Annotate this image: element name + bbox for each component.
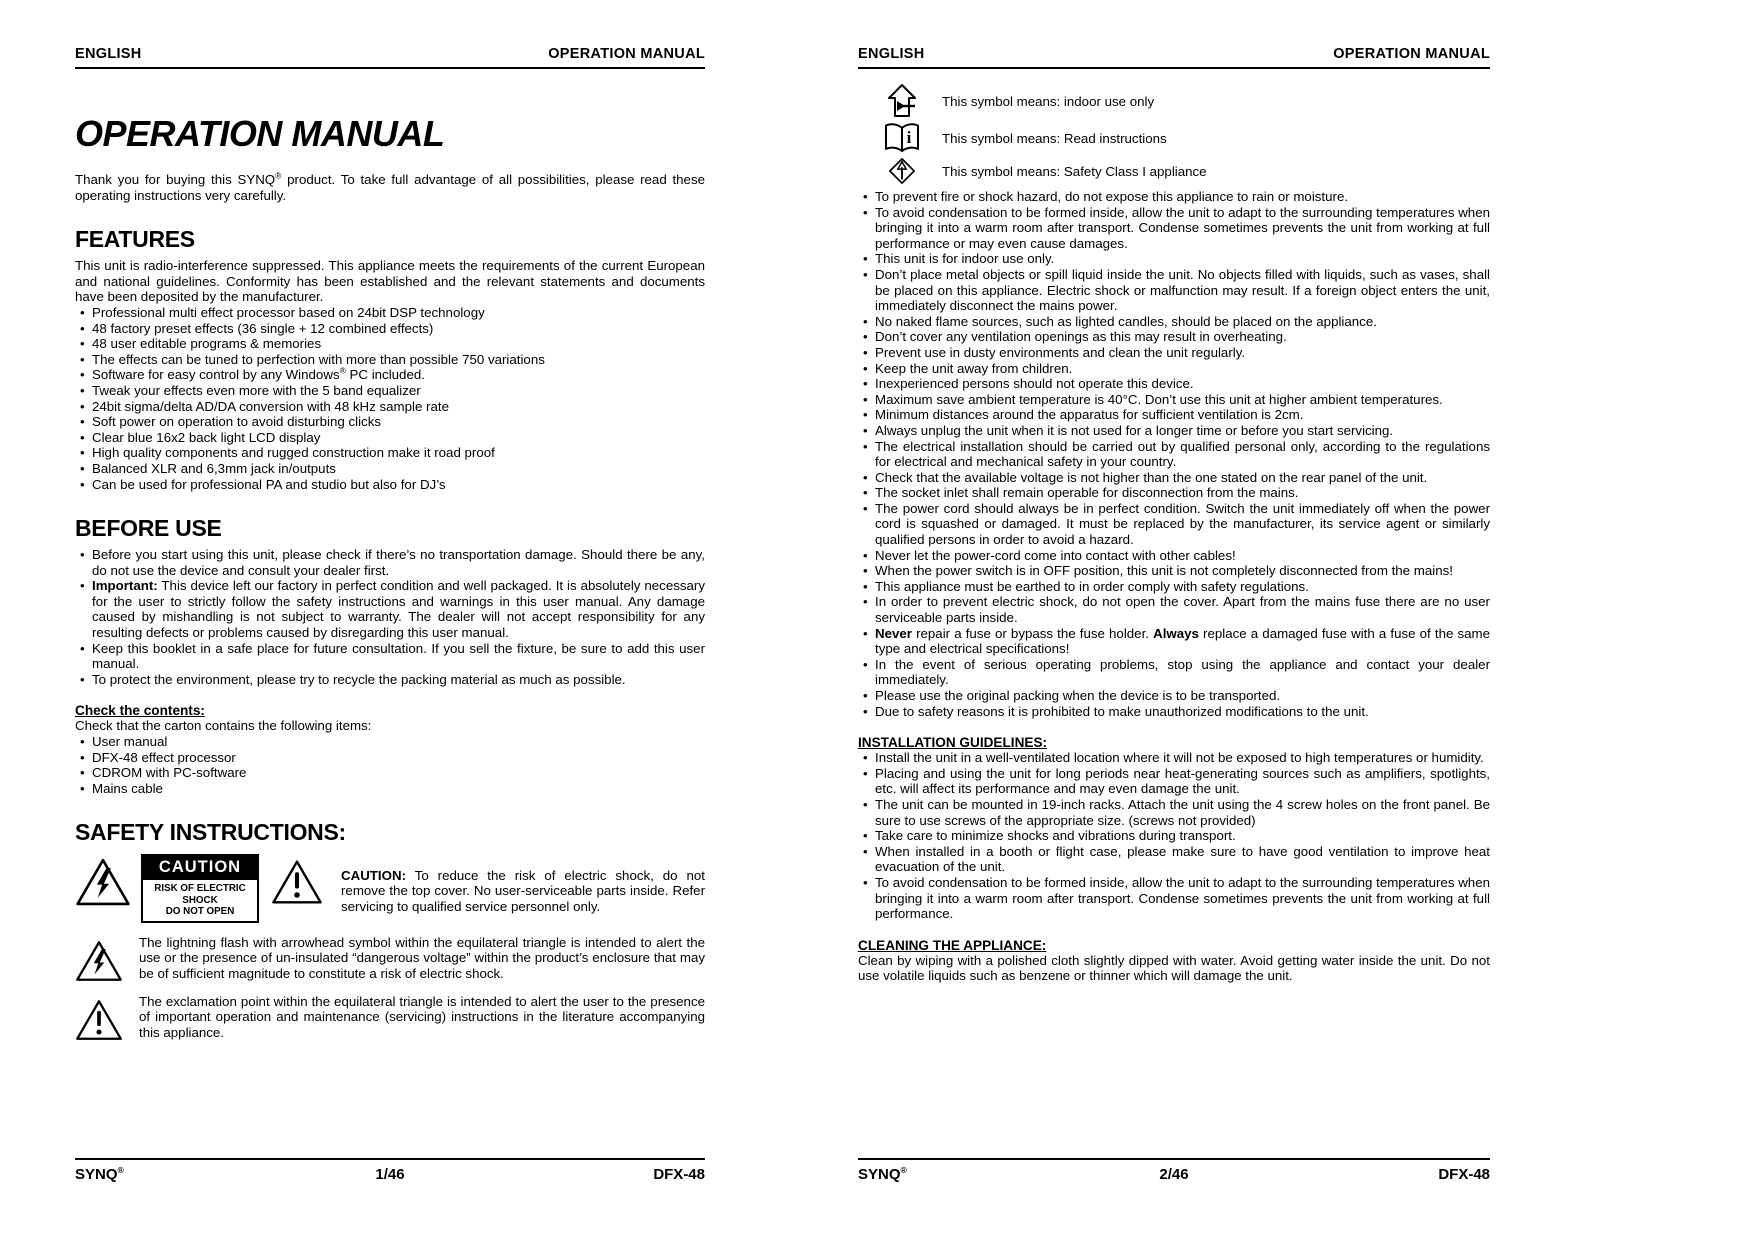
read-instructions-icon — [874, 122, 930, 154]
list-item: • High quality components and rugged construction make it road proof — [75, 445, 705, 461]
always-label: Always — [1153, 625, 1199, 641]
list-item: • Prevent use in dusty environments and clean the unit regularly. — [858, 345, 1490, 361]
exclamation-paragraph: The exclamation point within the equilateral triangle is intended to alert the user to the presence of important operation and maintenance (servicing) instructions in the literature accompanying this appliance. — [139, 993, 705, 1040]
page-2 — [858, 0, 1490, 1240]
list-item: • Always unplug the unit when it is not used for a longer time or before you start servicing. — [858, 423, 1490, 439]
caution-text: To reduce the risk of electric shock, do not remove the top cover. No user-serviceable parts inside. Refer servicing to qualified service personnel only. — [341, 867, 705, 914]
list-item: • Mains cable — [75, 781, 705, 797]
list-item: • User manual — [75, 734, 705, 750]
list-item: • Inexperienced persons should not operate this device. — [858, 376, 1490, 392]
registered-mark: ® — [275, 170, 282, 181]
intro-text: Thank you for buying this SYNQ — [75, 172, 276, 187]
list-item: • Maximum save ambient temperature is 40°C. Don’t use this unit at higher ambient temperatures. — [858, 392, 1490, 408]
list-item: • Minimum distances around the apparatus for sufficient ventilation is 2cm. — [858, 407, 1490, 423]
caution-box — [141, 854, 259, 923]
list-item: • 48 user editable programs & memories — [75, 336, 705, 352]
check-contents-lead: Check that the carton contains the following items: — [75, 718, 372, 734]
symbol-meaning: This symbol means: indoor use only — [942, 93, 1155, 109]
brand-text: SYNQ — [75, 1166, 118, 1183]
check-contents-heading: Check the contents: — [75, 703, 205, 719]
list-item: • Don’t place metal objects or spill liquid inside the unit. No objects filled with liquids, such as vases, shall be placed on this appliance. Electric shock or malfunction may result. If a foreign object enters the unit, immediately disconnect the mains power. — [858, 267, 1490, 314]
never-label: Never — [875, 625, 912, 641]
symbol-row — [874, 83, 1490, 119]
caution-row — [75, 854, 705, 927]
list-item: • Soft power on operation to avoid disturbing clicks — [75, 414, 705, 430]
header-doc-title: OPERATION MANUAL — [548, 46, 705, 62]
page2-header — [858, 46, 1490, 69]
safety-class-icon — [874, 157, 930, 185]
list-item: • Professional multi effect processor based on 24bit DSP technology — [75, 305, 705, 321]
page-1 — [75, 0, 705, 1240]
header-language: ENGLISH — [858, 46, 925, 62]
lightning-triangle-icon — [75, 935, 123, 987]
footer-model: DFX-48 — [653, 1166, 705, 1183]
list-item: • Please use the original packing when the device is to be transported. — [858, 688, 1490, 704]
list-item — [75, 367, 705, 383]
caution-box-line1: RISK OF ELECTRIC SHOCK — [154, 883, 246, 906]
list-item: • Due to safety reasons it is prohibited to make unauthorized modifications to the unit. — [858, 704, 1490, 720]
page-title: OPERATION MANUAL — [75, 113, 445, 154]
list-item: • The power cord should always be in perfect condition. Switch the unit immediately off when the power cord is squashed or damaged. It must be replaced by the manufacturer, its service agent or similarly qualified persons in order to avoid a hazard. — [858, 501, 1490, 548]
page1-header — [75, 46, 705, 69]
footer-brand — [858, 1166, 1069, 1183]
fuse-text-cont: replace a damaged fuse with a fuse of the same type and electrical specifications! — [875, 625, 1490, 657]
svg-text:i: i — [906, 128, 912, 147]
list-item: • Keep the unit away from children. — [858, 361, 1490, 377]
list-item: • Clear blue 16x2 back light LCD display — [75, 430, 705, 446]
feature-text: Software for easy control by any Windows — [92, 367, 340, 383]
contents-list — [75, 734, 705, 796]
safety-list — [858, 189, 1490, 719]
exclamation-triangle-icon — [75, 994, 123, 1046]
list-item: • The unit can be mounted in 19-inch racks. Attach the unit using the 4 screw holes on the front panel. Be sure to use screws of the appropriate size. (screws not provided) — [858, 797, 1490, 828]
exclamation-triangle-icon — [271, 854, 323, 910]
header-doc-title: OPERATION MANUAL — [1333, 46, 1490, 62]
list-item: • Before you start using this unit, please check if there’s no transportation damage. Should there be any, do not use the device and consult your dealer first. — [75, 547, 705, 578]
caution-box-line2: DO NOT OPEN — [165, 906, 235, 918]
safety-instructions-heading: SAFETY INSTRUCTIONS: — [75, 819, 346, 846]
symbol-row — [874, 122, 1490, 154]
list-item: • 24bit sigma/delta AD/DA conversion with 48 kHz sample rate — [75, 399, 705, 415]
brand-text: SYNQ — [858, 1166, 901, 1183]
footer-brand — [75, 1166, 285, 1183]
feature-text-cont: PC included. — [345, 367, 425, 383]
list-item — [858, 626, 1490, 657]
list-item: • Placing and using the unit for long periods near heat-generating sources such as amplifiers, spotlights, etc. will affect its performance and may even damage the unit. — [858, 766, 1490, 797]
installation-list — [858, 750, 1490, 922]
installation-guidelines-heading: INSTALLATION GUIDELINES: — [858, 735, 1048, 751]
exclamation-explanation-row — [75, 994, 705, 1046]
lightning-explanation-row — [75, 935, 705, 987]
list-item: • In the event of serious operating problems, stop using the appliance and contact your dealer immediately. — [858, 657, 1490, 688]
list-item: • To prevent fire or shock hazard, do not expose this appliance to rain or moisture. — [858, 189, 1490, 205]
cleaning-heading: CLEANING THE APPLIANCE: — [858, 937, 1047, 953]
list-item: • Balanced XLR and 6,3mm jack in/outputs — [75, 461, 705, 477]
list-item: • When the power switch is in OFF position, this unit is not completely disconnected from the mains! — [858, 563, 1490, 579]
fuse-text: repair a fuse or bypass the fuse holder. — [911, 625, 1154, 641]
list-item: • Check that the available voltage is not higher than the one stated on the rear panel of the unit. — [858, 470, 1490, 486]
header-language: ENGLISH — [75, 46, 142, 62]
symbols-block — [874, 83, 1490, 185]
list-item: • In order to prevent electric shock, do not open the cover. Apart from the mains fuse there are no user serviceable parts inside. — [858, 594, 1490, 625]
list-item: • The socket inlet shall remain operable for disconnection from the mains. — [858, 485, 1490, 501]
cleaning-paragraph: Clean by wiping with a polished cloth slightly dipped with water. Avoid getting water inside the unit. Do not use volatile liquids such as benzene or thinner which will damage the unit. — [858, 952, 1490, 984]
list-item: • Never let the power-cord come into contact with other cables! — [858, 548, 1490, 564]
lightning-triangle-icon — [75, 854, 131, 910]
list-item: • When installed in a booth or flight case, please make sure to have good ventilation to improve heat evacuation of the unit. — [858, 844, 1490, 875]
list-item — [75, 578, 705, 640]
list-item: • The electrical installation should be carried out by qualified personal only, according to the regulations for electrical and mechanical safety in your country. — [858, 439, 1490, 470]
list-item: • This appliance must be earthed to in order comply with safety regulations. — [858, 579, 1490, 595]
list-item: • To avoid condensation to be formed inside, allow the unit to adapt to the surrounding temperatures when bringing it into a warm room after transport. Condense sometimes prevents the unit from working at full performance or may even cause damages. — [858, 205, 1490, 252]
important-label: Important: — [92, 578, 158, 594]
list-item: • 48 factory preset effects (36 single + 12 combined effects) — [75, 321, 705, 337]
list-item: • Tweak your effects even more with the 5 band equalizer — [75, 383, 705, 399]
features-list — [75, 305, 705, 492]
features-heading: FEATURES — [75, 226, 195, 253]
registered-mark: ® — [117, 1165, 124, 1175]
list-item: • To avoid condensation to be formed inside, allow the unit to adapt to the surrounding temperatures when bringing it into a warm room after transport. Condense sometimes prevents the unit from working at full performance. — [858, 875, 1490, 922]
registered-mark: ® — [339, 365, 346, 376]
page2-footer — [858, 1158, 1490, 1183]
page1-footer — [75, 1158, 705, 1183]
list-item: • CDROM with PC-software — [75, 765, 705, 781]
footer-page-number: 1/46 — [375, 1166, 405, 1183]
lightning-paragraph: The lightning flash with arrowhead symbol within the equilateral triangle is intended to alert the use or the presence of un-insulated “dangerous voltage” within the product’s enclosure that may be of sufficient magnitude to constitute a risk of electric shock. — [139, 934, 705, 981]
footer-page-number: 2/46 — [1159, 1166, 1189, 1183]
list-item: • Install the unit in a well-ventilated location where it will not be exposed to high temperatures or humidity. — [858, 750, 1490, 766]
intro-text-cont: product. To take full advantage of all possibilities, please read these operating instructions very carefully. — [75, 172, 705, 203]
list-item: • This unit is for indoor use only. — [858, 251, 1490, 267]
registered-mark: ® — [900, 1165, 907, 1175]
symbol-meaning: This symbol means: Read instructions — [942, 130, 1167, 146]
caution-box-title: CAUTION — [143, 856, 257, 880]
list-item: • Don’t cover any ventilation openings as this may result in overheating. — [858, 329, 1490, 345]
symbol-row — [874, 157, 1490, 185]
list-item: • Keep this booklet in a safe place for future consultation. If you sell the fixture, be sure to add this user manual. — [75, 641, 705, 672]
indoor-use-icon — [874, 83, 930, 119]
symbol-meaning: This symbol means: Safety Class I appliance — [942, 163, 1207, 179]
features-lead: This unit is radio-interference suppressed. This appliance meets the requirements of the current European and national guidelines. Conformity has been established and the relevant statements and documents have been deposited by the manufacturer. — [75, 258, 705, 305]
caution-label: CAUTION: — [341, 867, 406, 883]
list-item: • The effects can be tuned to perfection with more than possible 750 variations — [75, 352, 705, 368]
list-item: • No naked flame sources, such as lighted candles, should be placed on the appliance. — [858, 314, 1490, 330]
list-item: • DFX-48 effect processor — [75, 750, 705, 766]
important-text: This device left our factory in perfect condition and well packaged. It is absolutely necessary for the user to strictly follow the safety instructions and warnings in this user manual. Any damage caused by mishandling is not subject to warranty. The dealer will not accept responsibility for any resulting defects or problems caused by disregarding this user manual. — [92, 578, 705, 641]
list-item: • Can be used for professional PA and studio but also for DJ’s — [75, 477, 705, 493]
list-item: • To protect the environment, please try to recycle the packing material as much as possible. — [75, 672, 705, 688]
before-use-list — [75, 547, 705, 687]
caution-note — [341, 868, 705, 915]
intro-paragraph — [75, 172, 705, 203]
before-use-heading: BEFORE USE — [75, 515, 222, 542]
list-item: • Take care to minimize shocks and vibrations during transport. — [858, 828, 1490, 844]
footer-model: DFX-48 — [1438, 1166, 1491, 1183]
